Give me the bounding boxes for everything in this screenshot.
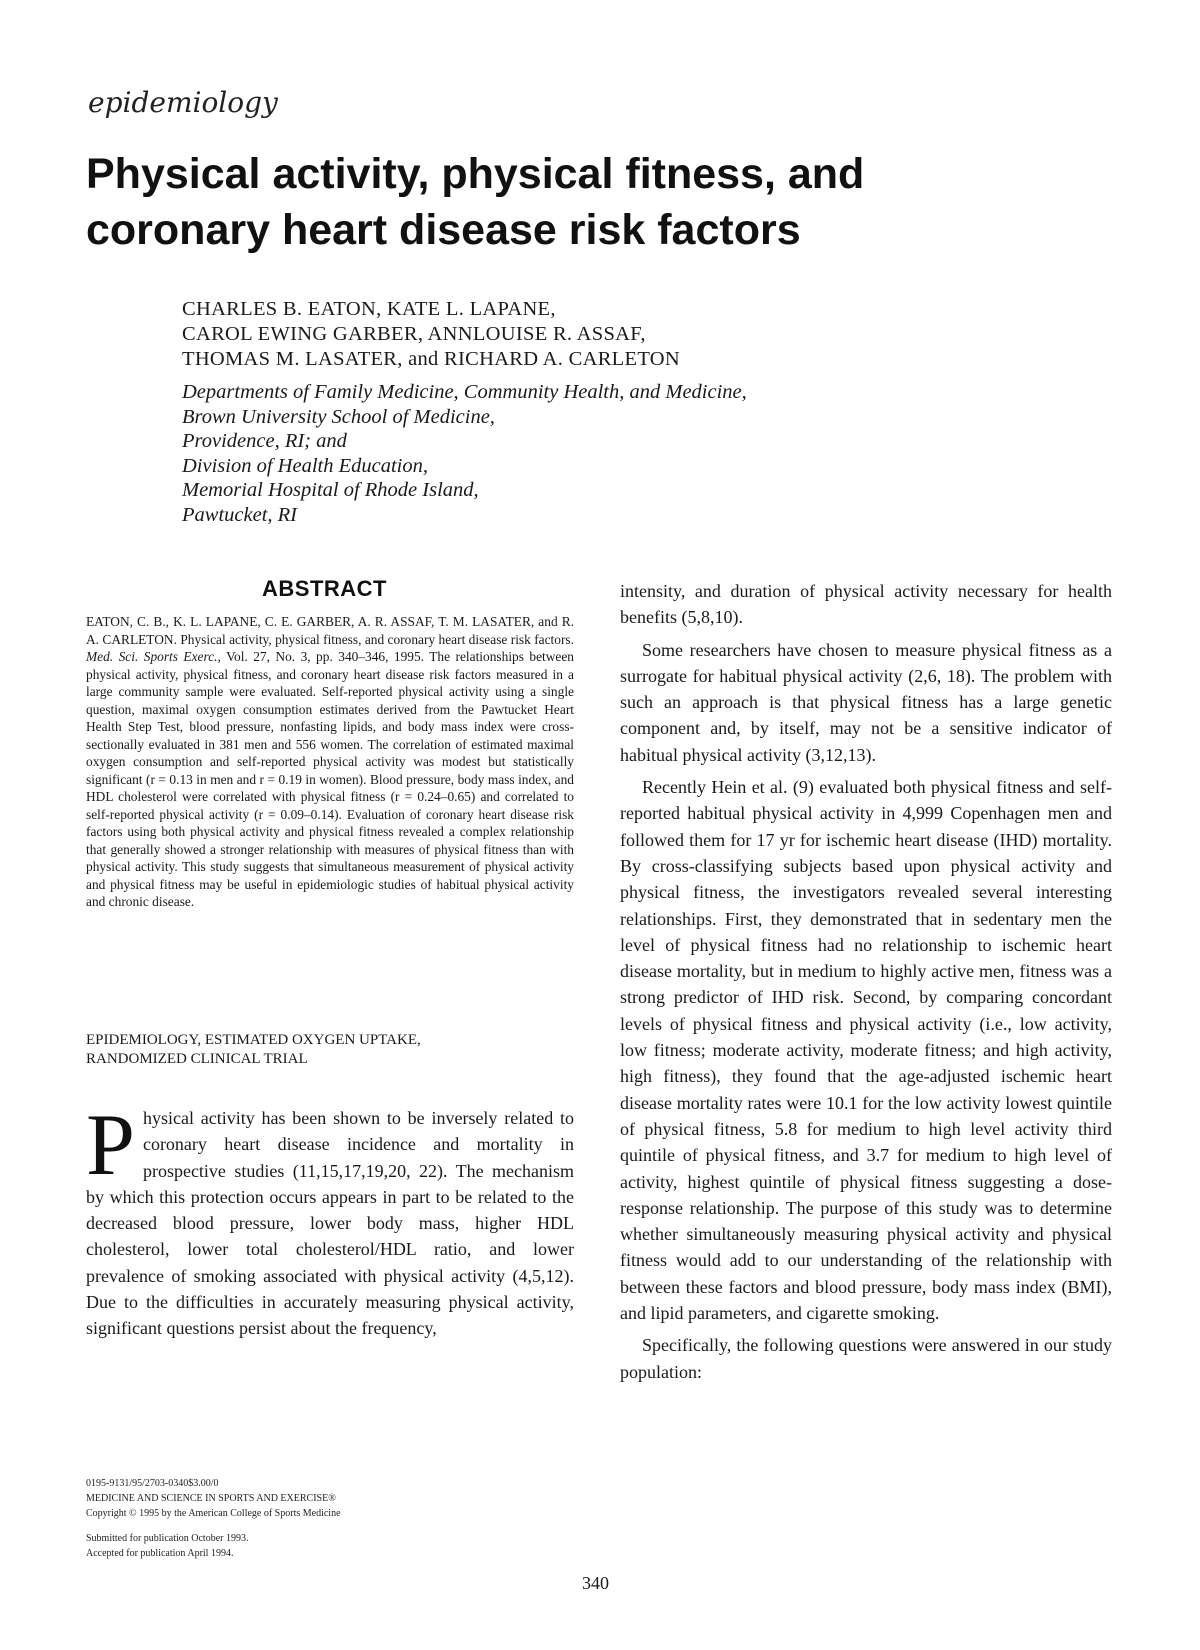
keywords-line: RANDOMIZED CLINICAL TRIAL (86, 1051, 308, 1067)
footnote (86, 1476, 526, 1561)
intro-text: hysical activity has been shown to be inversely related to coronary heart disease incidence and mortality in prospective studies (11,15,17,19,20, 22). The mechanism by which this protection occurs appears in part to be related to the decreased blood pressure, lower body mass, higher HDL cholesterol, lower total cholesterol/HDL ratio, and lower prevalence of smoking associated with physical activity (4,5,12). Due to the difficulties in accurately measuring physical activity, significant questions persist about the frequency, (86, 1108, 574, 1339)
author-line: CAROL EWING GARBER, ANNLOUISE R. ASSAF, (182, 323, 646, 345)
footnote-line: 0195-9131/95/2703-0340$3.00/0 (86, 1478, 219, 1489)
body-paragraph: intensity, and duration of physical activity necessary for health benefits (5,8,10). (620, 581, 1112, 628)
author-line: CHARLES B. EATON, KATE L. LAPANE, (182, 298, 556, 320)
section-label: epidemiology (88, 86, 278, 119)
affiliation-line: Memorial Hospital of Rhode Island, (182, 479, 479, 501)
affiliation-line: Departments of Family Medicine, Community Health, and Medicine, (182, 381, 747, 403)
footnote-line: Accepted for publication April 1994. (86, 1548, 234, 1559)
author-line: THOMAS M. LASATER, and RICHARD A. CARLETON (182, 348, 680, 370)
affiliation-line: Brown University School of Medicine, (182, 405, 495, 428)
title-line: coronary heart disease risk factors (86, 206, 801, 254)
affiliation-line: Pawtucket, RI (182, 503, 297, 526)
right-column (620, 578, 1112, 1385)
intro-paragraph (86, 1097, 574, 1342)
abstract-body (86, 613, 574, 911)
title-line: Physical activity, physical fitness, and (86, 150, 865, 198)
affiliation-line: Division of Health Education, (182, 454, 428, 477)
footnote-line: MEDICINE AND SCIENCE IN SPORTS AND EXERCISE® (86, 1493, 336, 1504)
drop-cap: P (86, 1097, 135, 1194)
footnote-line: Submitted for publication October 1993. (86, 1533, 249, 1544)
affiliation-line: Providence, RI; and (182, 430, 347, 452)
footnote-line: Copyright © 1995 by the American College of Sports Medicine (86, 1508, 341, 1519)
article-title (86, 146, 1126, 258)
page-number: 340 (582, 1573, 609, 1593)
abstract-text: Vol. 27, No. 3, pp. 340–346, 1995. The relationships between physical activity, physical fitness, and coronary heart disease risk factors measured in a large community sample were evaluated. Self-reported physical activity using a single question, maximal oxygen consumption estimates derived from the Pawtucket Heart Health Step Test, blood pressure, nonfasting lipids, and body mass index were cross-sectionally evaluated in 381 men and 556 women. The correlation of estimated maximal oxygen consumption and self-reported physical activity was modest but statistically significant (r = 0.13 in men and r = 0.19 in women). Blood pressure, body mass index, and HDL cholesterol were correlated with physical fitness (r = 0.24–0.65) and correlated to self-reported physical activity (r = 0.09–0.14). Evaluation of coronary heart disease risk factors using both physical activity and physical fitness revealed a complex relationship that generally showed a stronger relationship with measures of physical fitness than with physical activity. This study suggests that simultaneous measurement of physical activity and physical fitness may be useful in epidemiologic studies of habitual physical activity and chronic disease. (86, 649, 575, 909)
keywords-line: EPIDEMIOLOGY, ESTIMATED OXYGEN UPTAKE, (86, 1032, 421, 1048)
author-list (182, 297, 680, 372)
body-paragraph: Recently Hein et al. (9) evaluated both physical fitness and self-reported habitual physical activity in 4,999 Copenhagen men and followed them for 17 yr for ischemic heart disease (IHD) mortality. By cross-classifying subjects based upon physical activity and physical fitness, the investigators revealed several interesting relationships. First, they demonstrated that in sedentary men the level of physical fitness had no relationship to ischemic heart disease mortality, but in medium to highly active men, fitness was a strong predictor of IHD risk. Second, by comparing concordant levels of physical fitness and physical activity (i.e., low activity, low fitness; moderate activity, moderate fitness; and high activity, high fitness), they found that the age-adjusted ischemic heart disease mortality rates were 10.1 for the low activity lowest quintile of physical fitness, 5.8 for medium to high level activity third quintile of physical fitness, and 3.7 for medium to high level of activity, highest quintile of physical fitness suggesting a dose-response relationship. The purpose of this study was to determine whether simultaneously measuring physical activity and physical fitness would add to our understanding of the relationship with between these factors and blood pressure, body mass index (BMI), and lipid parameters, and cigarette smoking. (620, 777, 1112, 1324)
body-paragraph: Specifically, the following questions were answered in our study population: (620, 1335, 1112, 1382)
affiliation-list (182, 380, 747, 527)
body-paragraph: Some researchers have chosen to measure physical fitness as a surrogate for habitual physical activity (2,6, 18). The problem with such an approach is that physical fitness has a large genetic component and, by itself, may not be a sensitive indicator of habitual physical activity (3,12,13). (620, 639, 1112, 765)
abstract-citation: EATON, C. B., K. L. LAPANE, C. E. GARBER, A. R. ASSAF, T. M. LASATER, and R. A. CARLETON. Physical activity, physical fitness, and coronary heart disease risk factors. (86, 614, 574, 647)
keywords (86, 1031, 574, 1069)
journal-name: Med. Sci. Sports Exerc., (86, 649, 221, 664)
abstract-heading: ABSTRACT (262, 576, 387, 601)
